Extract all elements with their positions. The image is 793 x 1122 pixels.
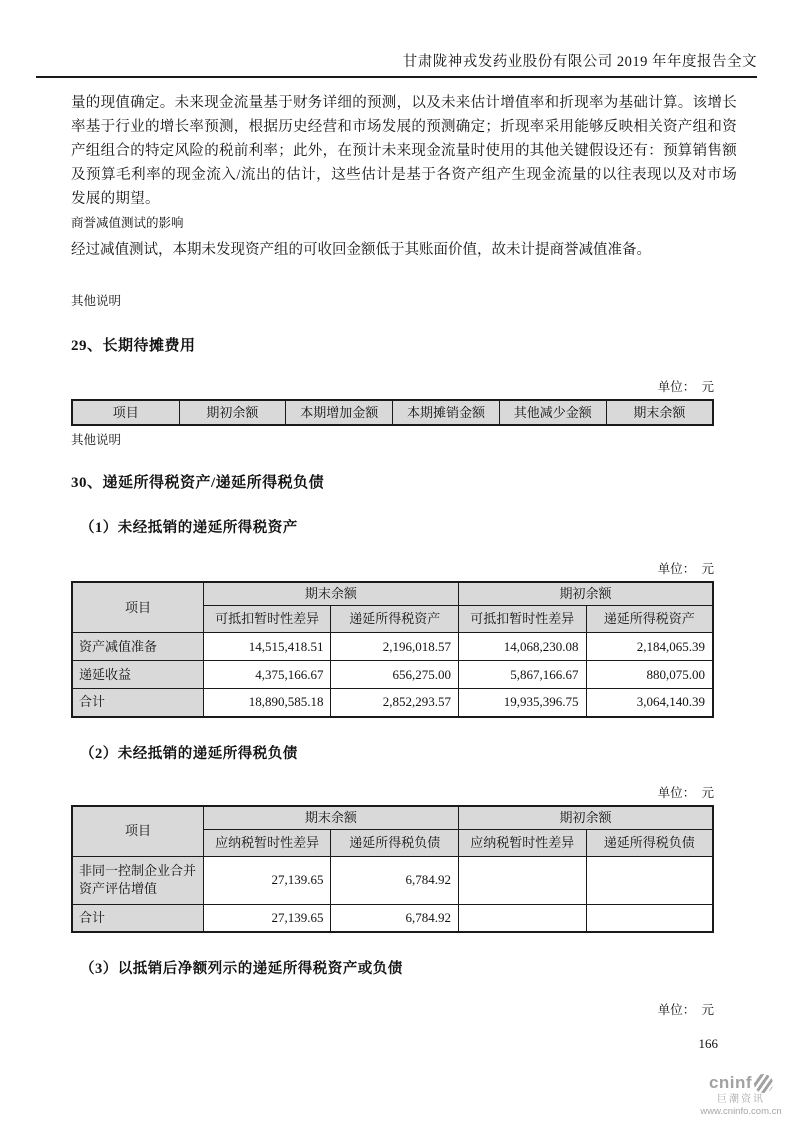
value-cell: 19,935,396.75 — [458, 689, 586, 717]
value-cell: 14,515,418.51 — [203, 633, 331, 661]
value-cell — [458, 904, 586, 932]
value-cell: 4,375,166.67 — [203, 661, 331, 689]
value-cell: 14,068,230.08 — [458, 633, 586, 661]
table-header-cell: 可抵扣暂时性差异 — [203, 606, 331, 633]
table-header-cell: 期末余额 — [606, 400, 713, 425]
value-cell: 2,196,018.57 — [331, 633, 459, 661]
value-cell: 2,852,293.57 — [331, 689, 459, 717]
row-label-cell: 合计 — [72, 689, 203, 717]
table-header-row — [72, 582, 713, 606]
cninfo-logo-text: cninf — [708, 1073, 753, 1093]
table-header-cell: 期初余额 — [458, 806, 713, 830]
row-label-cell: 递延收益 — [72, 661, 203, 689]
table-header-cell: 递延所得税资产 — [331, 606, 459, 633]
goodwill-impairment-text: 经过减值测试，本期未发现资产组的可收回金额低于其账面价值，故未计提商誉减值准备。 — [71, 242, 651, 258]
row-label-cell: 资产减值准备 — [72, 633, 203, 661]
table-header-row — [72, 400, 713, 425]
value-cell: 3,064,140.39 — [586, 689, 713, 717]
table-header-cell: 项目 — [72, 400, 179, 425]
value-cell: 6,784.92 — [331, 856, 459, 904]
page-number: 166 — [698, 1036, 718, 1051]
section-30-title: 30、递延所得税资产/递延所得税负债 — [71, 475, 325, 491]
table-header-cell: 递延所得税资产 — [586, 606, 713, 633]
table-header-cell: 本期增加金额 — [286, 400, 393, 425]
table-header-cell: 本期摊销金额 — [393, 400, 500, 425]
value-cell: 880,075.00 — [586, 661, 713, 689]
goodwill-impairment-label: 商誉减值测试的影响 — [71, 216, 184, 230]
table-header-cell: 期末余额 — [203, 806, 458, 830]
deferred-tax-assets-table — [71, 581, 714, 718]
table-row — [72, 633, 713, 661]
table-row — [72, 856, 713, 904]
section-30-1-title: （1）未经抵销的递延所得税资产 — [80, 520, 298, 536]
value-cell: 18,890,585.18 — [203, 689, 331, 717]
section-29-title: 29、长期待摊费用 — [71, 338, 196, 354]
unit-label-30-1: 单位： 元 — [657, 562, 714, 576]
header-title: 甘肃陇神戎发药业股份有限公司 2019 年年度报告全文 — [402, 54, 757, 70]
value-cell: 6,784.92 — [331, 904, 459, 932]
value-cell — [586, 856, 713, 904]
table-header-cell: 期初余额 — [179, 400, 286, 425]
cninfo-swirl-icon — [754, 1074, 773, 1093]
table-header-cell: 项目 — [72, 582, 203, 633]
table-header-cell: 应纳税暂时性差异 — [458, 829, 586, 856]
table-header-cell: 期初余额 — [458, 582, 713, 606]
table-header-cell: 期末余额 — [203, 582, 458, 606]
table-row — [72, 661, 713, 689]
deferred-tax-liabilities-table — [71, 805, 714, 934]
table-header-cell: 应纳税暂时性差异 — [203, 829, 331, 856]
page-header — [36, 0, 757, 78]
table-header-cell: 项目 — [72, 806, 203, 857]
value-cell: 2,184,065.39 — [586, 633, 713, 661]
table-total-row — [72, 904, 713, 932]
row-label-cell: 合计 — [72, 904, 203, 932]
cninfo-url: www.cninfo.com.cn — [700, 1106, 782, 1117]
value-cell: 27,139.65 — [203, 904, 331, 932]
table-header-cell: 递延所得税负债 — [586, 829, 713, 856]
unit-label-30-3: 单位： 元 — [657, 1003, 714, 1017]
table-header-cell: 其他减少金额 — [499, 400, 606, 425]
section-30-2-title: （2）未经抵销的递延所得税负债 — [80, 745, 298, 762]
cninfo-chinese-name: 巨潮资讯 — [717, 1094, 765, 1105]
valuation-paragraph: 量的现值确定。未来现金流量基于财务详细的预测，以及未来估计增值率和折现率为基础计算。该增长率基于行业的增长率预测，根据历史经营和市场发展的预测确定；折现率采用能够反映相关资产组和资产组组合的特定风险的税前利率；此外，在预计未来现金流量时使用的其他关键假设还有：预算销售额及预算毛利率的现金流入/流出的估计，这些估计是基于各资产组产生现金流量的以往表现以及对市场发展的期望。 — [71, 95, 737, 207]
value-cell: 27,139.65 — [203, 856, 331, 904]
table-header-row — [72, 806, 713, 830]
section-30-3-title: （3）以抵销后净额列示的递延所得税资产或负债 — [80, 961, 403, 977]
unit-label-30-2: 单位： 元 — [657, 785, 714, 800]
table-total-row — [72, 689, 713, 717]
page-content — [71, 91, 737, 1018]
other-note: 其他说明 — [71, 433, 122, 447]
value-cell: 656,275.00 — [331, 661, 459, 689]
value-cell — [458, 856, 586, 904]
value-cell: 5,867,166.67 — [458, 661, 586, 689]
cninfo-logo — [693, 1074, 789, 1117]
table-header-cell: 可抵扣暂时性差异 — [458, 606, 586, 633]
long-term-deferred-expense-table — [71, 399, 714, 426]
other-note: 其他说明 — [71, 294, 122, 308]
value-cell — [586, 904, 713, 932]
unit-label-29: 单位： 元 — [657, 380, 714, 394]
cninfo-brand-row — [693, 1074, 789, 1093]
table-header-cell: 递延所得税负债 — [331, 829, 459, 856]
row-label-cell: 非同一控制企业合并资产评估增值 — [72, 856, 203, 904]
